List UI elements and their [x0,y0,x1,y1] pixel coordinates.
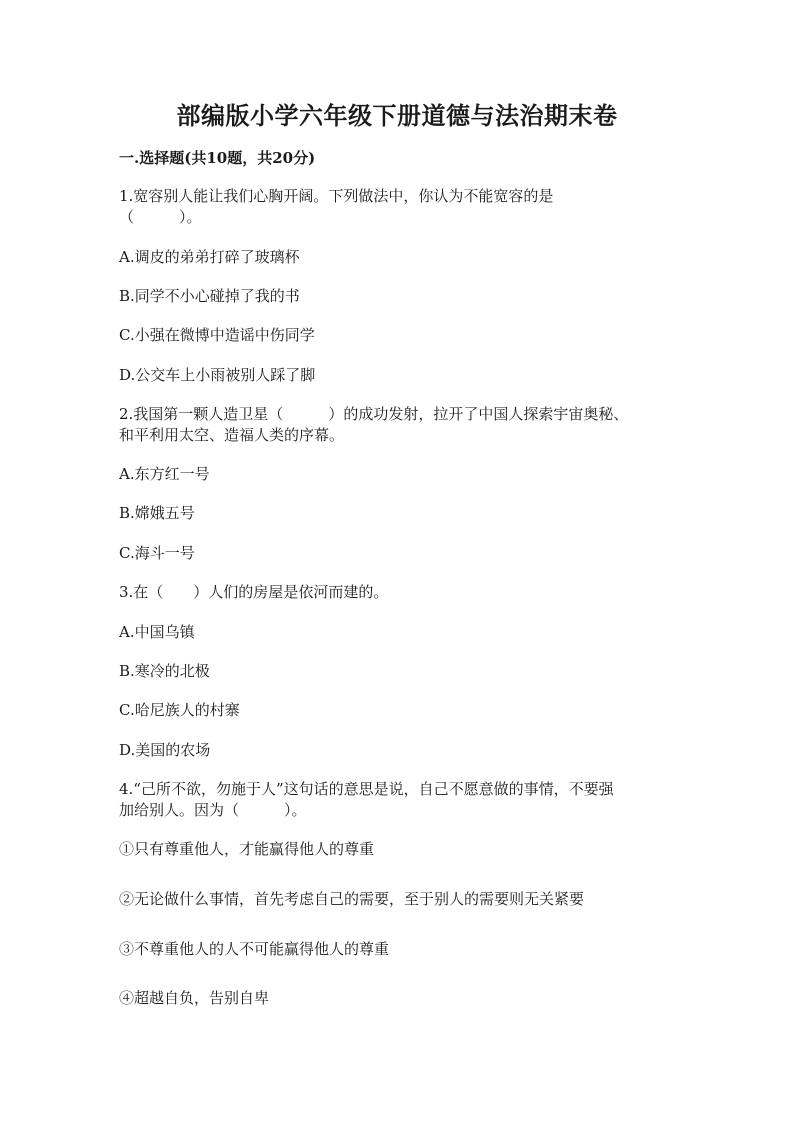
question-1-stem-line-2: （ ）。 [119,208,202,226]
question-3-option-a: A.中国乌镇 [119,623,195,641]
question-3-option-d: D.美国的农场 [119,741,211,759]
question-4-option-4: ④超越自负，告别自卑 [119,989,270,1007]
question-3-option-c: C.哈尼族人的村寨 [119,701,240,719]
question-1-option-a: A.调皮的弟弟打碎了玻璃杯 [119,248,300,266]
section-heading: 一.选择题(共10题，共20分) [119,149,316,167]
question-3-option-b: B.寒冷的北极 [119,662,210,680]
question-2-stem-line-2: 和平利用太空、造福人类的序幕。 [119,426,345,444]
page-title: 部编版小学六年级下册道德与法治期末卷 [176,101,618,130]
question-2-stem-line-1: 2.我国第一颗人造卫星（ ）的成功发射，拉开了中国人探索宇宙奥秘、 [119,405,629,423]
question-2-option-a: A.东方红一号 [119,465,210,483]
question-1-stem-line-1: 1.宽容别人能让我们心胸开阔。下列做法中，你认为不能宽容的是 [119,187,554,205]
question-2-option-b: B.嫦娥五号 [119,504,195,522]
question-1-option-c: C.小强在微博中造谣中伤同学 [119,326,315,344]
question-4-stem-line-2: 加给别人。因为（ ）。 [119,801,307,819]
question-1-option-b: B.同学不小心碰掉了我的书 [119,287,300,305]
question-4-stem-line-1: 4.“己所不欲，勿施于人”这句话的意思是说，自己不愿意做的事情，不要强 [119,780,614,798]
question-1-option-d: D.公交车上小雨被别人踩了脚 [119,366,316,384]
question-4-option-2: ②无论做什么事情，首先考虑自己的需要，至于别人的需要则无关紧要 [119,890,585,908]
question-2-option-c: C.海斗一号 [119,544,195,562]
question-4-option-3: ③不尊重他人的人不可能赢得他人的尊重 [119,940,390,958]
question-4-option-1: ①只有尊重他人，才能赢得他人的尊重 [119,840,375,858]
question-3-stem-line-1: 3.在（ ）人们的房屋是依河而建的。 [119,583,389,601]
